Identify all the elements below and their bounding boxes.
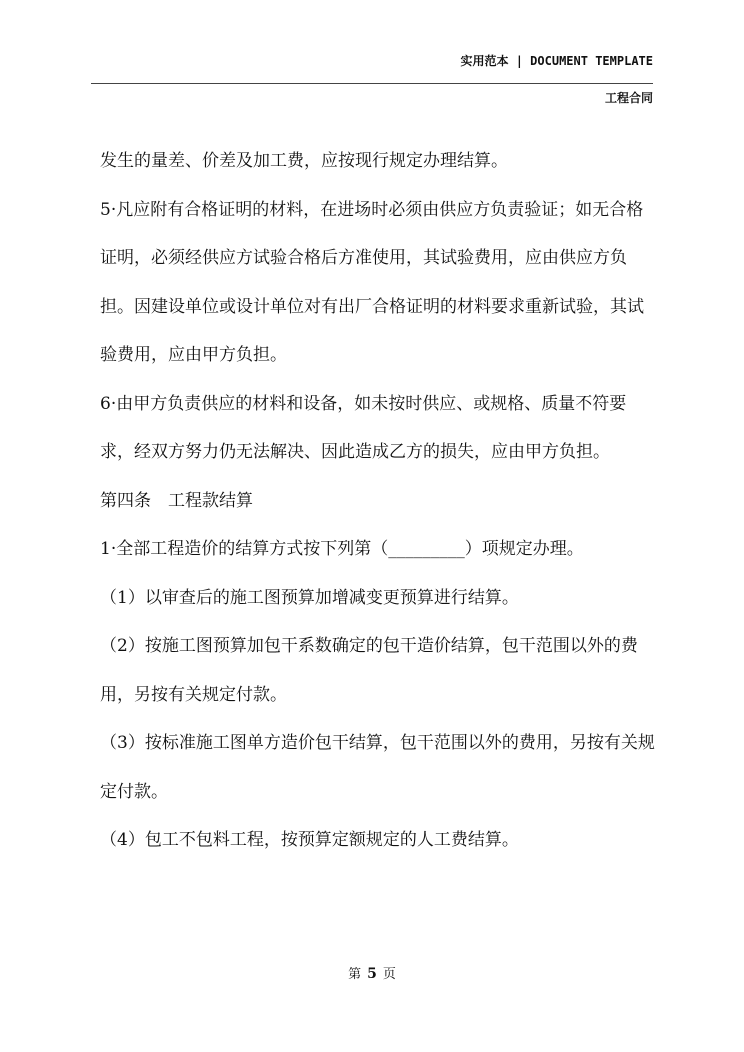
header-subtitle: 工程合同 (604, 91, 653, 105)
page-suffix: 页 (382, 967, 396, 982)
paragraph-6: （2）按施工图预算加包干系数确定的包干造价结算，包干范围以外的费用，另按有关规定付款。 (100, 636, 638, 705)
header-divider (91, 83, 653, 84)
page-prefix: 第 (348, 967, 362, 982)
section-heading: 第四条 工程款结算 (100, 490, 253, 511)
header-title: 实用范本 | DOCUMENT TEMPLATE (460, 54, 653, 68)
paragraph-4: 1·全部工程造价的结算方式按下列第（_________）项规定办理。 (100, 539, 584, 559)
page-footer (0, 963, 744, 982)
document-body (100, 137, 656, 865)
paragraph-3: 6·由甲方负责供应的材料和设备，如未按时供应、或规格、质量不符要求，经双方努力仍无法解决、因此造成乙方的损失，应由甲方负担。 (100, 393, 627, 462)
paragraph-5: （1）以审查后的施工图预算加增减变更预算进行结算。 (100, 587, 519, 608)
paragraph-1: 发生的量差、价差及加工费，应按现行规定办理结算。 (100, 151, 508, 171)
paragraph-2: 5·凡应附有合格证明的材料，在进场时必须由供应方负责验证；如无合格证明，必须经供应方试验合格后方准使用，其试验费用，应由供应方负担。因建设单位或设计单位对有出厂合格证明的材料要求重新试验，其试验费用，应由甲方负担。 (100, 199, 644, 365)
paragraph-7: （3）按标准施工图单方造价包干结算，包干范围以外的费用，另按有关规定付款。 (100, 733, 655, 802)
paragraph-8: （4）包工不包料工程，按预算定额规定的人工费结算。 (100, 830, 519, 850)
page-number: 5 (367, 966, 377, 982)
